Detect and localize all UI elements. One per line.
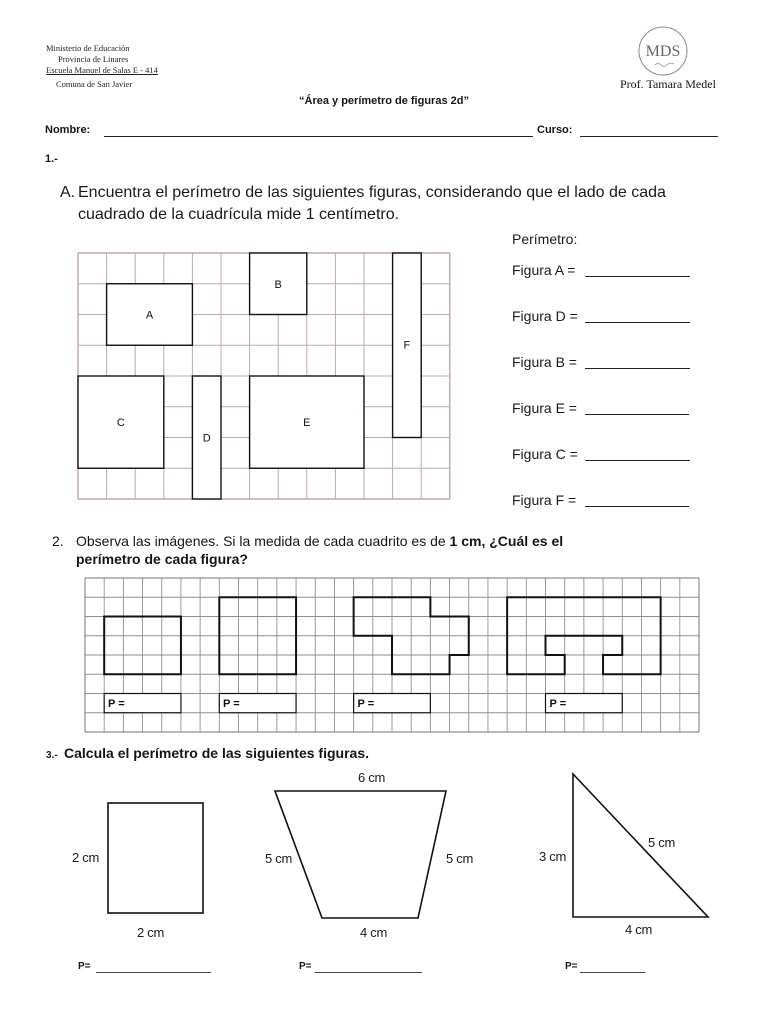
section2-instruction-regular: Observa las imágenes. Si la medida de cada cuadrito es de	[76, 533, 450, 549]
trapezoid-left-label: 5 cm	[265, 851, 292, 866]
section3-number: 3.-	[46, 750, 58, 761]
logo-flourish	[655, 63, 674, 66]
answer-label-figure-a: Figura A =	[512, 262, 576, 278]
trapezoid-top-label: 6 cm	[358, 770, 385, 785]
section3-title: Calcula el perímetro de las siguientes figuras.	[64, 745, 369, 761]
figure-d-label: D	[202, 432, 211, 445]
logo-text: MDS	[645, 43, 681, 60]
answer-line-figure-b	[585, 368, 690, 369]
rectangle-shape	[108, 803, 203, 913]
figure-e-label: E	[303, 417, 311, 429]
figure-a-label: A	[145, 309, 154, 322]
answer-label-figure-c: Figura C =	[512, 446, 578, 462]
perimeter-heading: Perímetro:	[512, 231, 578, 247]
figure-c-label: C	[116, 417, 125, 429]
answer-label-figure-d: Figura D =	[512, 308, 578, 324]
triangle-answer-label: P=	[565, 961, 578, 972]
worksheet-title: “Área y perímetro de figuras 2d”	[299, 95, 469, 107]
answer-line-figure-d	[585, 322, 690, 323]
answer-line-figure-f	[585, 506, 689, 507]
section2-instruction-line1	[76, 533, 563, 549]
name-label: Nombre:	[45, 124, 91, 136]
trapezoid-answer-line	[315, 972, 422, 973]
trapezoid-bottom-label: 4 cm	[360, 925, 387, 940]
section1-part-a-marker: A.	[60, 184, 76, 201]
shapes-grid	[84, 577, 701, 734]
section2-instruction-bold: 1 cm, ¿Cuál es el	[449, 533, 564, 549]
institution-ministry: Ministerio de Educación	[46, 43, 130, 53]
name-field-line	[104, 136, 533, 137]
institution-commune: Comuna de San Javier	[56, 79, 133, 89]
section2-instruction-line2: perímetro de cada figura?	[76, 551, 248, 567]
trapezoid-right-label: 5 cm	[446, 851, 473, 866]
course-field-line	[580, 136, 718, 137]
rectangle-side-label: 2 cm	[72, 850, 99, 865]
answer-box-1-label: P =	[108, 698, 125, 710]
teacher-name: Prof. Tamara Medel	[620, 77, 716, 91]
answer-box-2-label: P =	[223, 698, 240, 710]
answer-line-figure-a	[585, 276, 690, 277]
section1-instruction-line2: cuadrado de la cuadrícula mide 1 centímetro.	[78, 206, 400, 223]
section1-number: 1.-	[45, 153, 58, 165]
right-triangle-shape	[573, 774, 708, 917]
section1-instruction-line1: Encuentra el perímetro de las siguientes figuras, considerando que el lado de cada	[78, 184, 666, 201]
figure-f-label: F	[403, 339, 411, 352]
figure-b-label: B	[274, 278, 282, 291]
trapezoid-answer-label: P=	[299, 961, 312, 972]
triangle-hypotenuse-label: 5 cm	[648, 835, 675, 850]
answer-line-figure-e	[585, 414, 689, 415]
institution-province: Provincia de Linares	[58, 54, 129, 64]
institution-school: Escuela Manuel de Salas E - 414	[46, 65, 158, 75]
triangle-answer-line	[580, 972, 645, 973]
answer-box-3-label: P =	[357, 698, 375, 710]
section2-number: 2.	[52, 533, 64, 549]
trapezoid-shape	[275, 791, 446, 918]
answer-line-figure-c	[585, 460, 690, 461]
rectangle-answer-line	[96, 972, 211, 973]
rectangle-base-label: 2 cm	[137, 925, 164, 940]
school-logo	[634, 25, 692, 77]
answer-label-figure-e: Figura E =	[512, 400, 577, 416]
rectangle-answer-label: P=	[78, 961, 91, 972]
triangle-vertical-label: 3 cm	[539, 849, 566, 864]
answer-box-4-label: P =	[549, 698, 567, 710]
answer-label-figure-b: Figura B =	[512, 354, 577, 370]
course-label: Curso:	[537, 124, 573, 136]
triangle-horizontal-label: 4 cm	[625, 922, 652, 937]
answer-label-figure-f: Figura F =	[512, 492, 577, 508]
figures-grid	[77, 252, 453, 502]
